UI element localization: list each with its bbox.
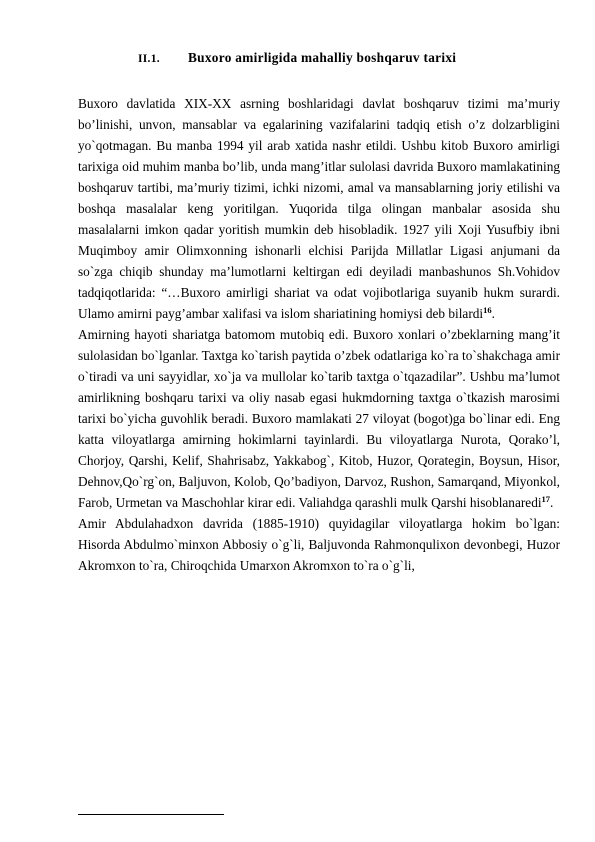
paragraph: [78, 93, 560, 324]
section-title: Buxoro amirligida mahalliy boshqaruv tarixi: [188, 50, 457, 65]
body-text: [78, 93, 560, 576]
paragraph-tail: .: [491, 306, 495, 321]
paragraph-tail: .: [550, 495, 554, 510]
footnote-reference: 17: [541, 494, 551, 504]
section-number: II.1.: [138, 53, 160, 65]
paragraph-text: Amirning hayoti shariatga batomom mutobiq edi. Buxoro xonlari o’zbeklarning mang’it sulolasidan bo`lganlar. Taxtga ko`tarish paytida o’zbek odatlariga ko`ra to`shakchaga amir o`tiradi va uni sayyidlar, xo`ja va mullolar ko`tarib taxtga o`tqazadilar”. Ushbu ma’lumot amirlikning boshqaru tarixi va oliy nasab egasi hukmdorning taxtga o`tkazish marosimi tarixi bo`yicha guvohlik beradi. Buxoro mamlakati 27 viloyat (bogot)ga bo`linar edi. Eng katta viloyatlarga amirning hokimlarni tayinlardi. Bu viloyatlarga Nurota, Qorako’l, Chorjoy, Qarshi, Kelif, Shahrisabz, Yakkabog`, Kitob, Huzor, Qorategin, Boysun, Hisor, Dehnov,Qo`rg`on, Baljuvon, Kolob, Qo’badiyon, Darvoz, Rushon, Samarqand, Miyonkol, Farob, Urmetan va Maschohlar kirar edi. Valiahdga qarashli mulk Qarshi hisoblanaredi: [78, 327, 560, 510]
paragraph: [78, 513, 560, 576]
paragraph-text: Amir Abdulahadxon davrida (1885-1910) quyidagilar viloyatlarga hokim bo`lgan: Hisorda Abdulmo`minxon Abbosiy o`g`li, Baljuvonda Rahmonqulixon devonbegi, Huzor Akromxon to`ra, Chiroqchida Umarxon Akromxon to`ra o`g`li,: [78, 516, 560, 573]
section-heading: [0, 50, 595, 72]
footnote-reference: 16: [483, 305, 492, 315]
footnote-separator: [78, 814, 224, 815]
paragraph-text: Buxoro davlatida XIX-XX asrning boshlaridagi davlat boshqaruv tizimi ma’muriy bo’linishi, unvon, mansablar va egalarining vazifalarini tadqiq etish o’z dolzarbligini yo`qotmagan. Bu manba 1994 yil arab xatida nashr etildi. Ushbu kitob Buxoro amirligi tarixiga oid muhim manba bo’lib, unda mang’itlar sulolasi davrida Buxoro mamlakatining boshqaruv tartibi, ma’muriy tizimi, ichki nizomi, amal va mansablarning joriy etilishi va boshqa masalalar keng yoritilgan. Yuqorida tilga olingan manbalar asosida shu masalalarni imkon qadar yoritish mumkin deb hisobladik. 1927 yili Xoji Yusufbiy ibni Muqimboy amir Olimxonning ishonarli elchisi Parijda Millatlar Ligasi anjumani da so`zga chiqib shunday ma’lumotlarni keltirgan edi deyiladi manbashunos Sh.Vohidov tadqiqotlarida: “…Buxoro amirligi shariat va odat vojibotlariga suyanib hukm surardi. Ulamo amirni payg’ambar xalifasi va islom shariatining homiysi deb bilardi: [78, 96, 560, 321]
paragraph: [78, 324, 560, 513]
